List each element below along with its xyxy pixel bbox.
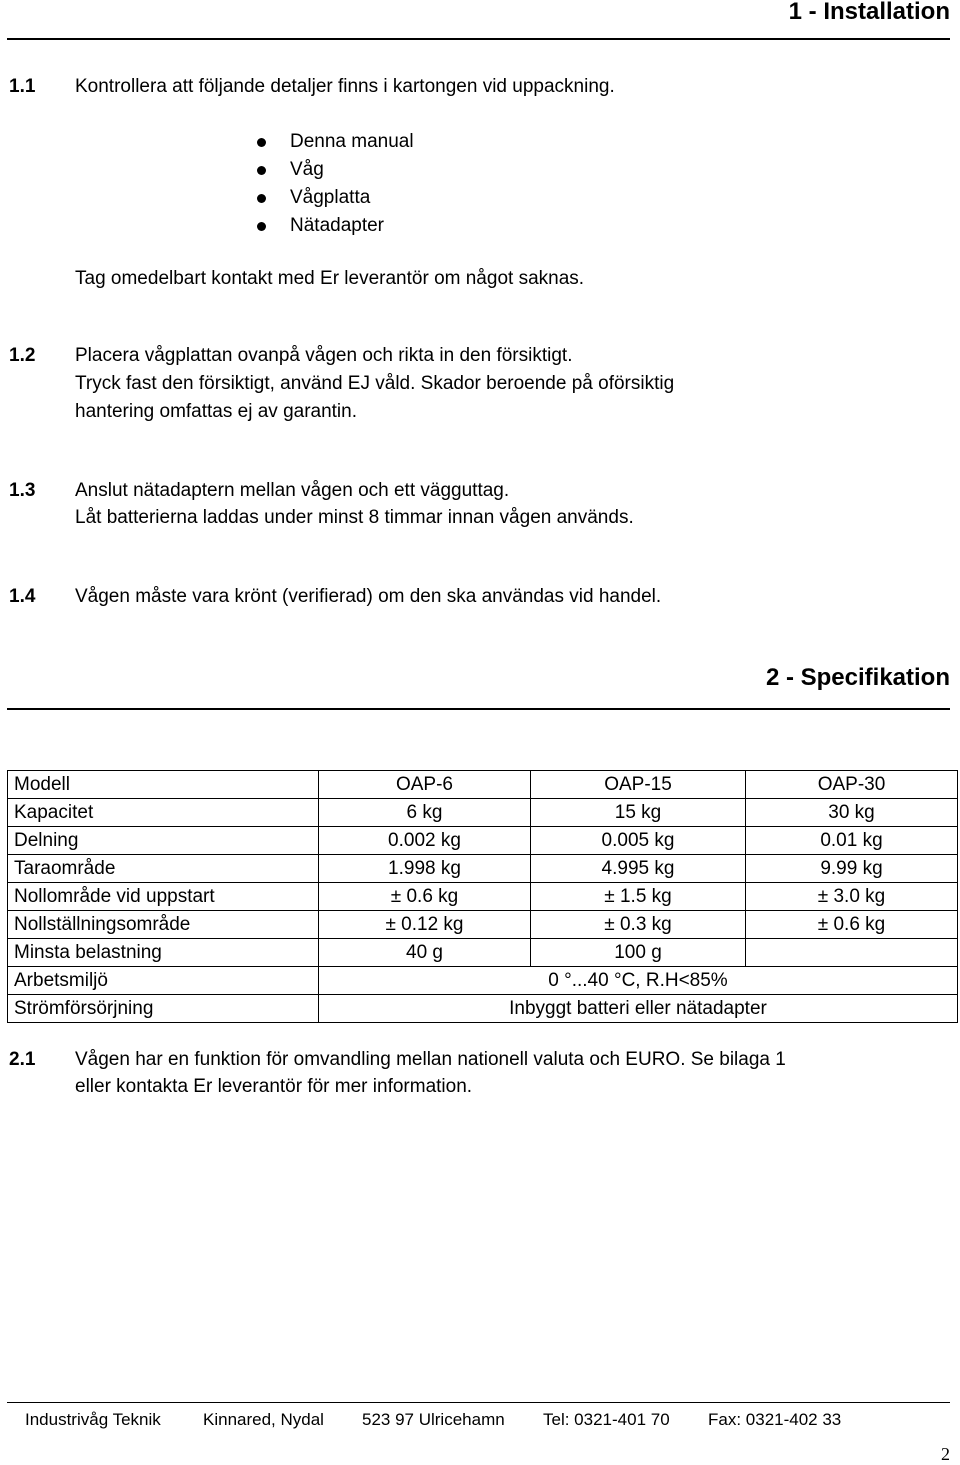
- footer-tel: Tel: 0321-401 70: [543, 1410, 670, 1429]
- table-cell: 0.002 kg: [319, 827, 531, 855]
- table-cell: 1.998 kg: [319, 855, 531, 883]
- row-label: Modell: [8, 771, 319, 799]
- item-number: 1.4: [9, 586, 36, 607]
- table-cell: ± 1.5 kg: [531, 883, 746, 911]
- table-row: [8, 827, 958, 855]
- spec-table: [7, 770, 958, 1023]
- section-heading-specifikation: 2 - Specifikation: [765, 664, 950, 691]
- item-number: 1.1: [9, 76, 36, 97]
- table-cell: OAP-6: [319, 771, 531, 799]
- item-text: Låt batterierna laddas under minst 8 timmar innan vågen används.: [75, 507, 634, 528]
- table-row: [8, 967, 958, 995]
- bullet-item: Denna manual: [290, 131, 414, 152]
- item-number: 2.1: [9, 1049, 36, 1070]
- table-row: [8, 939, 958, 967]
- bullet-icon: [257, 166, 266, 175]
- row-label: Delning: [8, 827, 319, 855]
- table-cell: 4.995 kg: [531, 855, 746, 883]
- table-cell: [746, 939, 958, 967]
- table-cell: OAP-15: [531, 771, 746, 799]
- page-number: 2: [941, 1444, 950, 1464]
- item-text: Placera vågplattan ovanpå vågen och rikta in den försiktigt.: [75, 345, 573, 366]
- item-text: Vågen har en funktion för omvandling mellan nationell valuta och EURO. Se bilaga 1: [75, 1049, 786, 1070]
- item-text: Tryck fast den försiktigt, använd EJ våld. Skador beroende på oförsiktig: [75, 373, 675, 394]
- row-label: Taraområde: [8, 855, 319, 883]
- footer-fax: Fax: 0321-402 33: [708, 1410, 842, 1429]
- table-cell: 0.01 kg: [746, 827, 958, 855]
- table-cell: ± 0.6 kg: [319, 883, 531, 911]
- heading-rule: [7, 708, 950, 710]
- bullet-item: Vågplatta: [290, 187, 371, 208]
- table-cell: 6 kg: [319, 799, 531, 827]
- footer-address: Kinnared, Nydal: [203, 1410, 324, 1429]
- item-number: 1.2: [9, 345, 36, 366]
- row-label: Minsta belastning: [8, 939, 319, 967]
- item-text: hantering omfattas ej av garantin.: [75, 401, 358, 422]
- table-row: [8, 883, 958, 911]
- table-cell: 40 g: [319, 939, 531, 967]
- table-row: [8, 911, 958, 939]
- table-cell: OAP-30: [746, 771, 958, 799]
- section-heading-installation: 1 - Installation: [788, 0, 950, 25]
- heading-rule: [7, 38, 950, 40]
- table-row: [8, 995, 958, 1023]
- table-cell: ± 0.3 kg: [531, 911, 746, 939]
- table-cell-merged: 0 °...40 °C, R.H<85%: [319, 967, 958, 995]
- footer-rule: [7, 1402, 950, 1403]
- table-cell: ± 3.0 kg: [746, 883, 958, 911]
- row-label: Kapacitet: [8, 799, 319, 827]
- table-cell: 30 kg: [746, 799, 958, 827]
- item-text: Kontrollera att följande detaljer finns i kartongen vid uppackning.: [75, 76, 615, 97]
- item-text: Tag omedelbart kontakt med Er leverantör om något saknas.: [75, 268, 585, 289]
- bullet-icon: [257, 222, 266, 231]
- table-row: [8, 771, 958, 799]
- table-cell: 15 kg: [531, 799, 746, 827]
- bullet-item: Våg: [290, 159, 324, 180]
- row-label: Nollställningsområde: [8, 911, 319, 939]
- bullet-icon: [257, 138, 266, 147]
- footer-postal: 523 97 Ulricehamn: [362, 1410, 505, 1429]
- table-cell: ± 0.12 kg: [319, 911, 531, 939]
- table-cell: ± 0.6 kg: [746, 911, 958, 939]
- item-text: Vågen måste vara krönt (verifierad) om den ska användas vid handel.: [75, 586, 662, 607]
- item-text: eller kontakta Er leverantör för mer information.: [75, 1076, 473, 1097]
- row-label: Arbetsmiljö: [8, 967, 319, 995]
- bullet-icon: [257, 194, 266, 203]
- footer-company: Industrivåg Teknik: [25, 1410, 161, 1429]
- table-row: [8, 855, 958, 883]
- item-text: Anslut nätadaptern mellan vågen och ett vägguttag.: [75, 480, 510, 501]
- table-cell-merged: Inbyggt batteri eller nätadapter: [319, 995, 958, 1023]
- item-number: 1.3: [9, 480, 36, 501]
- row-label: Nollområde vid uppstart: [8, 883, 319, 911]
- bullet-item: Nätadapter: [290, 215, 385, 236]
- table-cell: 0.005 kg: [531, 827, 746, 855]
- table-row: [8, 799, 958, 827]
- table-cell: 9.99 kg: [746, 855, 958, 883]
- row-label: Strömförsörjning: [8, 995, 319, 1023]
- table-cell: 100 g: [531, 939, 746, 967]
